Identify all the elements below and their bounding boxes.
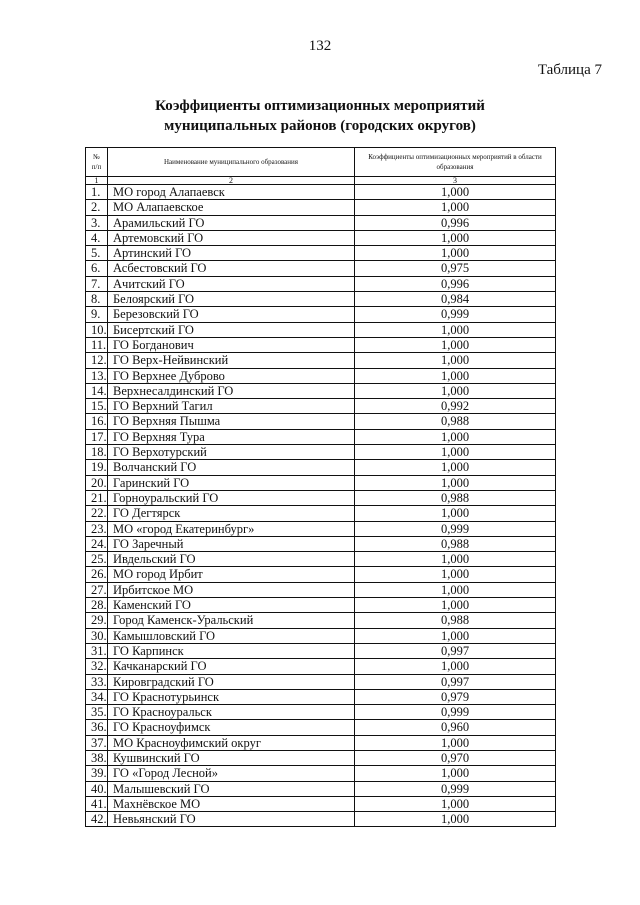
row-name: ГО Красноуфимск bbox=[108, 720, 355, 735]
table-header-row bbox=[86, 148, 556, 177]
row-name: Артинский ГО bbox=[108, 246, 355, 261]
row-number: 42. bbox=[86, 812, 108, 827]
row-name: ГО Карпинск bbox=[108, 643, 355, 658]
row-name: МО «город Екатеринбург» bbox=[108, 521, 355, 536]
row-value: 1,000 bbox=[355, 322, 556, 337]
row-number: 21. bbox=[86, 490, 108, 505]
table-row bbox=[86, 353, 556, 368]
row-number: 22. bbox=[86, 506, 108, 521]
table-label: Таблица 7 bbox=[537, 62, 602, 78]
row-name: Камышловский ГО bbox=[108, 628, 355, 643]
row-name: ГО Верхотурский bbox=[108, 445, 355, 460]
table-row bbox=[86, 796, 556, 811]
row-number: 31. bbox=[86, 643, 108, 658]
row-value: 0,984 bbox=[355, 292, 556, 307]
table-row bbox=[86, 460, 556, 475]
table-row bbox=[86, 246, 556, 261]
row-value: 0,992 bbox=[355, 399, 556, 414]
row-number: 15. bbox=[86, 399, 108, 414]
table-row bbox=[86, 230, 556, 245]
row-value: 1,000 bbox=[355, 353, 556, 368]
row-name: ГО Верхняя Тура bbox=[108, 429, 355, 444]
row-value: 1,000 bbox=[355, 246, 556, 261]
row-name: ГО Верх-Нейвинский bbox=[108, 353, 355, 368]
row-number: 34. bbox=[86, 689, 108, 704]
row-value: 1,000 bbox=[355, 552, 556, 567]
row-value: 1,000 bbox=[355, 429, 556, 444]
row-name: Горноуральский ГО bbox=[108, 490, 355, 505]
row-name: Бисертский ГО bbox=[108, 322, 355, 337]
row-name: ГО Краснотурьинск bbox=[108, 689, 355, 704]
row-number: 37. bbox=[86, 735, 108, 750]
column-number-2: 2 bbox=[108, 177, 355, 185]
row-value: 1,000 bbox=[355, 337, 556, 352]
row-number: 33. bbox=[86, 674, 108, 689]
row-number: 39. bbox=[86, 766, 108, 781]
table-row bbox=[86, 659, 556, 674]
row-number: 36. bbox=[86, 720, 108, 735]
column-numbers-row bbox=[86, 177, 556, 185]
row-value: 1,000 bbox=[355, 766, 556, 781]
table-row bbox=[86, 536, 556, 551]
row-value: 1,000 bbox=[355, 582, 556, 597]
row-name: ГО Заречный bbox=[108, 536, 355, 551]
row-value: 0,997 bbox=[355, 643, 556, 658]
row-value: 1,000 bbox=[355, 200, 556, 215]
row-number: 12. bbox=[86, 353, 108, 368]
row-value: 0,996 bbox=[355, 276, 556, 291]
row-name: ГО Верхняя Пышма bbox=[108, 414, 355, 429]
row-value: 1,000 bbox=[355, 812, 556, 827]
row-number: 41. bbox=[86, 796, 108, 811]
row-name: Ачитский ГО bbox=[108, 276, 355, 291]
row-number: 17. bbox=[86, 429, 108, 444]
row-value: 1,000 bbox=[355, 506, 556, 521]
row-number: 10. bbox=[86, 322, 108, 337]
row-number: 1. bbox=[86, 185, 108, 200]
row-name: ГО «Город Лесной» bbox=[108, 766, 355, 781]
row-value: 1,000 bbox=[355, 368, 556, 383]
row-value: 0,970 bbox=[355, 750, 556, 765]
table-row bbox=[86, 383, 556, 398]
row-name: Артемовский ГО bbox=[108, 230, 355, 245]
row-name: Гаринский ГО bbox=[108, 475, 355, 490]
row-number: 19. bbox=[86, 460, 108, 475]
row-number: 4. bbox=[86, 230, 108, 245]
row-name: Ирбитское МО bbox=[108, 582, 355, 597]
table-row bbox=[86, 200, 556, 215]
row-number: 23. bbox=[86, 521, 108, 536]
header-num: № п/п bbox=[86, 148, 108, 177]
row-value: 1,000 bbox=[355, 230, 556, 245]
row-number: 9. bbox=[86, 307, 108, 322]
row-number: 5. bbox=[86, 246, 108, 261]
table-row bbox=[86, 261, 556, 276]
row-name: Качканарский ГО bbox=[108, 659, 355, 674]
row-name: Кировградский ГО bbox=[108, 674, 355, 689]
row-value: 1,000 bbox=[355, 628, 556, 643]
column-number-3: 3 bbox=[355, 177, 556, 185]
row-name: Ивдельский ГО bbox=[108, 552, 355, 567]
row-value: 1,000 bbox=[355, 735, 556, 750]
table-row bbox=[86, 643, 556, 658]
table-row bbox=[86, 414, 556, 429]
row-value: 1,000 bbox=[355, 598, 556, 613]
table-row bbox=[86, 720, 556, 735]
row-number: 14. bbox=[86, 383, 108, 398]
row-name: МО Красноуфимский округ bbox=[108, 735, 355, 750]
table-row bbox=[86, 613, 556, 628]
row-name: ГО Дегтярск bbox=[108, 506, 355, 521]
table-row bbox=[86, 705, 556, 720]
table-row bbox=[86, 750, 556, 765]
table-row bbox=[86, 276, 556, 291]
row-value: 1,000 bbox=[355, 567, 556, 582]
title-line-1: Коэффициенты оптимизационных мероприятий bbox=[155, 98, 485, 114]
row-name: Невьянский ГО bbox=[108, 812, 355, 827]
table-row bbox=[86, 735, 556, 750]
row-name: Волчанский ГО bbox=[108, 460, 355, 475]
row-name: Малышевский ГО bbox=[108, 781, 355, 796]
row-value: 0,960 bbox=[355, 720, 556, 735]
table-row bbox=[86, 337, 556, 352]
table-row bbox=[86, 185, 556, 200]
table-row bbox=[86, 674, 556, 689]
row-name: Белоярский ГО bbox=[108, 292, 355, 307]
row-number: 27. bbox=[86, 582, 108, 597]
table-row bbox=[86, 445, 556, 460]
table-row bbox=[86, 429, 556, 444]
row-value: 0,999 bbox=[355, 307, 556, 322]
row-name: Арамильский ГО bbox=[108, 215, 355, 230]
table-row bbox=[86, 292, 556, 307]
table-row bbox=[86, 628, 556, 643]
row-value: 1,000 bbox=[355, 185, 556, 200]
row-number: 20. bbox=[86, 475, 108, 490]
row-name: ГО Верхний Тагил bbox=[108, 399, 355, 414]
row-name: Березовский ГО bbox=[108, 307, 355, 322]
row-number: 11. bbox=[86, 337, 108, 352]
row-value: 1,000 bbox=[355, 445, 556, 460]
row-number: 38. bbox=[86, 750, 108, 765]
row-value: 0,988 bbox=[355, 414, 556, 429]
table-row bbox=[86, 598, 556, 613]
row-value: 1,000 bbox=[355, 475, 556, 490]
row-name: ГО Верхнее Дуброво bbox=[108, 368, 355, 383]
table-row bbox=[86, 490, 556, 505]
table-row bbox=[86, 582, 556, 597]
table-row bbox=[86, 521, 556, 536]
row-name: МО город Алапаевск bbox=[108, 185, 355, 200]
coefficients-table bbox=[85, 147, 556, 827]
row-value: 0,996 bbox=[355, 215, 556, 230]
row-value: 0,999 bbox=[355, 705, 556, 720]
row-number: 35. bbox=[86, 705, 108, 720]
row-name: МО Алапаевское bbox=[108, 200, 355, 215]
table-row bbox=[86, 552, 556, 567]
row-number: 26. bbox=[86, 567, 108, 582]
row-number: 28. bbox=[86, 598, 108, 613]
row-value: 1,000 bbox=[355, 659, 556, 674]
row-number: 7. bbox=[86, 276, 108, 291]
row-name: ГО Красноуральск bbox=[108, 705, 355, 720]
row-number: 18. bbox=[86, 445, 108, 460]
row-value: 0,979 bbox=[355, 689, 556, 704]
row-value: 0,988 bbox=[355, 490, 556, 505]
row-name: Кушвинский ГО bbox=[108, 750, 355, 765]
row-number: 32. bbox=[86, 659, 108, 674]
row-value: 0,975 bbox=[355, 261, 556, 276]
row-number: 8. bbox=[86, 292, 108, 307]
table-body bbox=[86, 185, 556, 827]
row-name: ГО Богданович bbox=[108, 337, 355, 352]
row-number: 24. bbox=[86, 536, 108, 551]
table-row bbox=[86, 475, 556, 490]
row-number: 16. bbox=[86, 414, 108, 429]
header-name: Наименование муниципального образования bbox=[108, 148, 355, 177]
table-row bbox=[86, 399, 556, 414]
row-number: 13. bbox=[86, 368, 108, 383]
table-row bbox=[86, 368, 556, 383]
row-number: 25. bbox=[86, 552, 108, 567]
table-row bbox=[86, 322, 556, 337]
row-number: 2. bbox=[86, 200, 108, 215]
row-name: МО город Ирбит bbox=[108, 567, 355, 582]
title-line-2: муниципальных районов (городских округов) bbox=[164, 118, 476, 134]
row-name: Верхнесалдинский ГО bbox=[108, 383, 355, 398]
row-value: 0,988 bbox=[355, 536, 556, 551]
table-row bbox=[86, 567, 556, 582]
row-number: 29. bbox=[86, 613, 108, 628]
row-name: Город Каменск-Уральский bbox=[108, 613, 355, 628]
row-number: 3. bbox=[86, 215, 108, 230]
header-coef: Коэффициенты оптимизационных мероприятий в области образования bbox=[355, 148, 556, 177]
row-value: 0,999 bbox=[355, 781, 556, 796]
table-row bbox=[86, 307, 556, 322]
table-row bbox=[86, 506, 556, 521]
row-number: 30. bbox=[86, 628, 108, 643]
row-value: 0,999 bbox=[355, 521, 556, 536]
row-value: 1,000 bbox=[355, 460, 556, 475]
row-name: Асбестовский ГО bbox=[108, 261, 355, 276]
row-value: 1,000 bbox=[355, 383, 556, 398]
row-value: 1,000 bbox=[355, 796, 556, 811]
document-title bbox=[0, 96, 640, 136]
table-row bbox=[86, 215, 556, 230]
table-row bbox=[86, 766, 556, 781]
row-name: Каменский ГО bbox=[108, 598, 355, 613]
row-value: 0,997 bbox=[355, 674, 556, 689]
table-row bbox=[86, 781, 556, 796]
table-row bbox=[86, 812, 556, 827]
column-number-1: 1 bbox=[86, 177, 108, 185]
row-number: 6. bbox=[86, 261, 108, 276]
row-value: 0,988 bbox=[355, 613, 556, 628]
table-row bbox=[86, 689, 556, 704]
row-number: 40. bbox=[86, 781, 108, 796]
row-name: Махнёвское МО bbox=[108, 796, 355, 811]
page-number: 132 bbox=[308, 38, 332, 54]
